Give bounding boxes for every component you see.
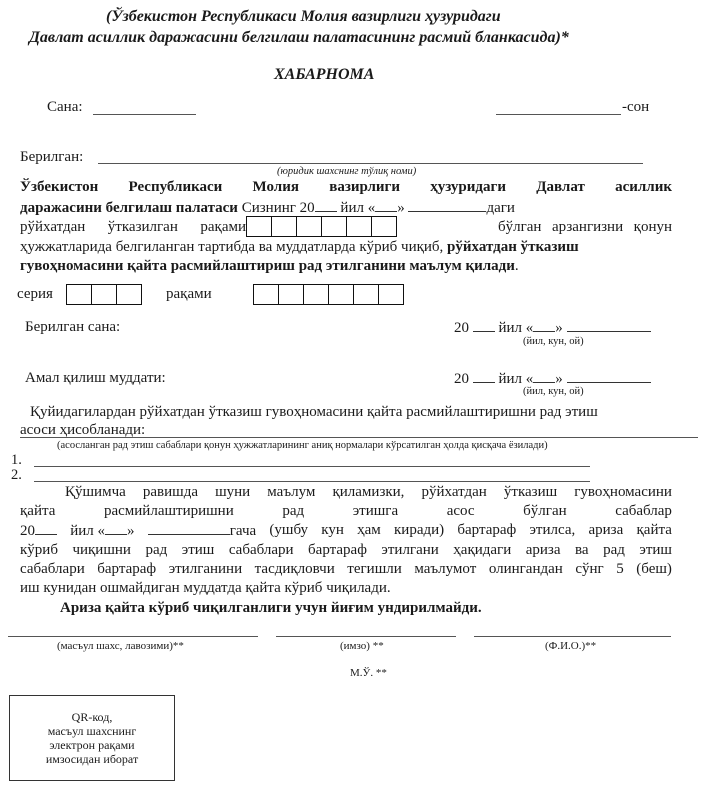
legal-entity-name-field[interactable] [98, 163, 643, 164]
number-label: рақами [166, 286, 212, 302]
reason-item-2-field[interactable] [34, 481, 590, 482]
header-line-2: Давлат асиллик даражасини белгилаш палатасининг расмий бланкасида)* [29, 29, 569, 46]
position-caption: (масъул шахс, лавозими)** [57, 640, 184, 652]
additional-paragraph: Қўшимча равишда шуни маълум қиламизки, рўйхатдан ўтказиш гувоҳномасини қайта расмийлаштиришни рад этишга асос бўлган сабаблар 20 йил « » гача (ушбу кун ҳам киради) бартараф этилса, ариза қайта кўриб чиқишни рад этиш сабаблари бартараф этилгани ҳақидаги ариза ва рад этиш сабаблари бартараф этилганини тасдиқловчи тегишли маълумот олингандан сўнг 5 (беш) иш кунидан ошмайдиган муддатда қайта кўриб чиқилади. Ариза қайта кўриб чиқилганлиги учун йиғим ундирилмайди. [20, 484, 672, 616]
date-field[interactable] [93, 114, 196, 115]
fee-note: Ариза қайта кўриб чиқилганлиги учун йиғим ундирилмайди. [60, 600, 482, 616]
document-title: ХАБАРНОМА [274, 66, 375, 83]
certificate-number-boxes[interactable] [253, 284, 404, 305]
full-name-line[interactable] [474, 636, 671, 637]
issued-month-field[interactable] [567, 318, 651, 332]
main-paragraph: Ўзбекистон Республикаси Молия вазирлиги ҳузуридаги Давлат асиллик даражасини белгилаш палатаси Сизнинг 20 йил « » даги рўйхатдан ўтказилган рақами бўлган арзангизни қонун ҳужжатларида белгиланган тартибда ва муддатларда кўриб чиқиб, рўйхатдан ўтказиш гувоҳномасини қайта расмийлаштириш рад этилганини маълум қилади. [20, 179, 672, 274]
reason-item-1-number: 1. [11, 452, 22, 468]
validity-day-field[interactable] [533, 369, 555, 383]
legal-entity-caption: (юридик шахснинг тўлиқ номи) [277, 166, 417, 177]
additional-line-6: иш кунидан ошмайдиган муддатда қайта кўриб чиқилади. [20, 580, 391, 596]
full-name-caption: (Ф.И.О.)** [545, 640, 597, 652]
deadline-month-field[interactable] [148, 521, 230, 535]
stamp-label: М.Ў. ** [350, 667, 387, 679]
date-label: Сана: [47, 99, 83, 115]
issued-date-caption: (йил, кун, ой) [523, 336, 584, 347]
signature-line[interactable] [276, 636, 456, 637]
reason-item-2-number: 2. [11, 467, 22, 483]
validity-caption: (йил, кун, ой) [523, 386, 584, 397]
year-field[interactable] [315, 198, 337, 212]
series-boxes[interactable] [66, 284, 142, 305]
qr-code-placeholder: QR-код, масъул шахснинг электрон рақами имзосидан иборат [9, 695, 175, 781]
reason-item-1-field[interactable] [34, 466, 590, 467]
registration-number-boxes[interactable] [246, 216, 397, 237]
validity-label: Амал қилиш муддати: [25, 370, 166, 386]
position-signature-line[interactable] [8, 636, 258, 637]
deadline-day-field[interactable] [105, 521, 127, 535]
issued-date-label: Берилган сана: [25, 319, 121, 335]
header-line-1: (Ўзбекистон Республикаси Молия вазирлиги ҳузуридаги [106, 8, 501, 25]
validity-month-field[interactable] [567, 369, 651, 383]
validity-year-field[interactable] [473, 369, 495, 383]
issued-day-field[interactable] [533, 318, 555, 332]
validity-date-fields: 20 йил « » [454, 369, 651, 388]
document-number-field[interactable] [496, 114, 621, 115]
issued-to-label: Берилган: [20, 149, 84, 165]
issued-year-field[interactable] [473, 318, 495, 332]
deadline-year-field[interactable] [35, 521, 57, 535]
day-field[interactable] [375, 198, 397, 212]
reasons-field[interactable] [20, 437, 698, 438]
number-suffix: -сон [622, 99, 650, 115]
reasons-caption: (асосланган рад этиш сабаблари қонун ҳужжатларининг аниқ нормалари кўрсатилган ҳолда қисқача ёзилади) [57, 440, 548, 451]
signature-caption: (имзо) ** [340, 640, 384, 652]
reasons-line-2: асоси ҳисобланади: [20, 422, 146, 438]
issued-date-fields: 20 йил « » [454, 318, 651, 337]
series-label: серия [17, 286, 53, 302]
month-field[interactable] [408, 198, 486, 212]
reasons-line-1: Қуйидагилардан рўйхатдан ўтказиш гувоҳномасини қайта расмийлаштиришни рад этиш [30, 404, 598, 420]
